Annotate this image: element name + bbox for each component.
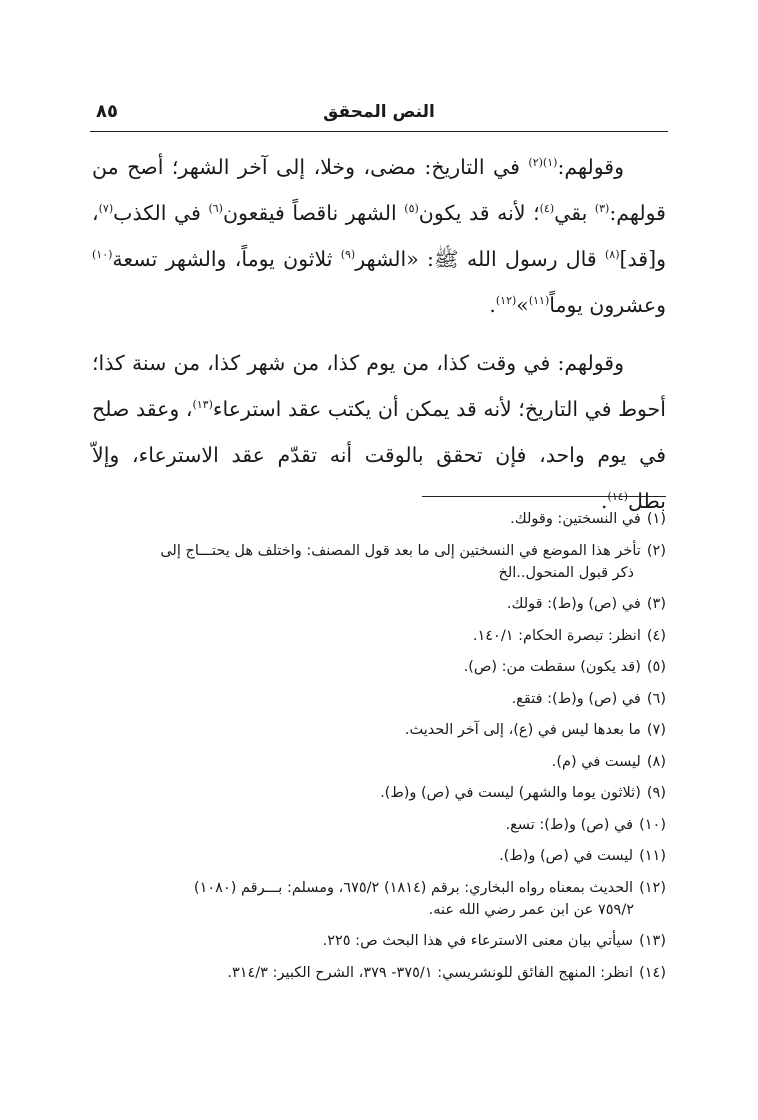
- footnote-number: (١٠): [639, 816, 666, 833]
- footnote-number: (٤): [646, 627, 666, 644]
- page-number: ٨٥: [96, 101, 118, 122]
- text-run: بقي: [554, 201, 595, 225]
- footnote: [90, 962, 666, 984]
- footnote-text: ما بعدها ليس في (ع)، إلى آخر الحديث.: [404, 722, 641, 738]
- footnote: [90, 540, 666, 584]
- footnote-number: (١١): [639, 848, 666, 864]
- footnote: [90, 688, 666, 710]
- header-rule: [90, 131, 668, 132]
- footnote-text: في (ص) و(ط): قولك.: [506, 596, 641, 612]
- footnote: [90, 508, 666, 530]
- footnote-number: (٦): [646, 690, 666, 707]
- footnote-text: (قد يكون) سقطت من: (ص).: [463, 659, 641, 675]
- footnote-text: انظر: المنهج الفائق للونشريسي: ٣٧٥/١- ٣٧٩، الشرح الكبير: ٣١٤/٣.: [227, 964, 634, 981]
- text-run: وقولهم: في وقت كذا، من يوم كذا، من شهر كذا، من سنة كذا؛ أحوط في التاريخ؛ لأنه قد يمكن أن يكتب عقد استرعاء: [92, 351, 666, 421]
- footnote: [90, 656, 666, 678]
- footnote-ref: (١١): [528, 294, 550, 308]
- text-run: .: [600, 489, 608, 513]
- footnote-continuation: ذكر قبول المنحول..الخ: [498, 564, 634, 581]
- footnotes: [90, 508, 666, 993]
- footnote-ref: (٩): [340, 248, 356, 262]
- footnote-ref: (١٣): [192, 398, 213, 412]
- text-run: الشهر ناقصاً فيقعون: [222, 201, 405, 225]
- running-title: النص المحقق: [323, 102, 435, 122]
- footnote-number: (٨): [646, 753, 666, 770]
- footnote: [90, 814, 666, 836]
- text-run: .: [489, 293, 496, 317]
- footnote-number: (٣): [646, 596, 666, 612]
- footnote-ref: (١٤): [607, 490, 628, 504]
- footnote-text: ليست في (ص) و(ط).: [499, 848, 634, 864]
- footnote-text: في (ص) و(ط): تسع.: [505, 816, 634, 833]
- footnote-ref: (٨): [605, 248, 620, 262]
- footnote-text: سيأتي بيان معنى الاسترعاء في هذا البحث ص: ٢٢٥.: [322, 933, 634, 949]
- footnote-ref: (٥): [404, 202, 419, 216]
- footnote: [90, 930, 666, 952]
- footnote: [90, 845, 666, 867]
- footnote-ref: (١)(٢): [528, 156, 558, 170]
- footnote: [90, 782, 666, 804]
- footnote: [90, 593, 666, 615]
- text-run: في الكذب: [113, 201, 209, 225]
- footnote-number: (١٣): [639, 933, 666, 949]
- paragraph-1: [92, 144, 666, 328]
- text-run: ، وعقد صلح في يوم واحد، فإن تحقق بالوقت أنه تقدّم عقد الاسترعاء، وإلاّ بطل: [92, 397, 666, 513]
- footnote-text: الحديث بمعناه رواه البخاري: برقم (١٨١٤) ٦٧٥/٢، ومسلم: بـــرقم (١٠٨٠): [193, 879, 634, 896]
- footnote: [90, 751, 666, 773]
- text-run: قال رسول الله ﷺ: «الشهر: [355, 247, 605, 271]
- footnote-text: في النسختين: وقولك.: [510, 511, 641, 527]
- footnote-ref: (١٠): [92, 248, 113, 262]
- footnote-text: انظر: تبصرة الحكام: ١٤٠/١.: [472, 627, 641, 644]
- footnote-ref: (٤): [539, 202, 555, 216]
- footnote-number: (١): [646, 511, 666, 527]
- footnote-number: (٢): [646, 542, 666, 559]
- footnote-ref: (٦): [208, 202, 223, 216]
- footnote-text: في (ص) و(ط): فتقع.: [511, 690, 641, 707]
- footnote-text: ليست في (م).: [551, 753, 641, 770]
- footnote: [90, 719, 666, 741]
- footnote-ref: (٣): [594, 202, 610, 216]
- footnote-number: (٧): [646, 722, 666, 738]
- footnote-number: (١٢): [639, 879, 666, 896]
- footnote-text: تأخر هذا الموضع في النسختين إلى ما بعد قول المصنف: واختلف هل يحتـــاج إلى: [160, 542, 641, 559]
- footnote: [90, 625, 666, 647]
- text-run: في التاريخ: مضى، وخلا، إلى آخر الشهر؛ أصح من قولهم:: [92, 155, 666, 225]
- text-run: ؛ لأنه قد يكون: [418, 201, 540, 225]
- footnote: [90, 877, 666, 921]
- text-run: وقولهم:: [557, 155, 624, 179]
- text-run: ، و[قد]: [92, 201, 666, 271]
- page-header: [90, 96, 668, 128]
- footnote-number: (١٤): [639, 964, 666, 981]
- footnote-text: (ثلاثون يوما والشهر) ليست في (ص) و(ط).: [380, 785, 641, 801]
- text-run: ثلاثون يوماً، والشهر تسعة: [112, 247, 341, 271]
- footnote-number: (٩): [646, 785, 666, 801]
- footnote-number: (٥): [646, 659, 666, 675]
- footnote-ref: (٧): [98, 202, 114, 216]
- main-text: [92, 144, 666, 536]
- footnote-ref: (١٢): [495, 294, 517, 308]
- footnote-continuation: ٧٥٩/٢ عن ابن عمر رضي الله عنه.: [428, 901, 634, 918]
- text-run: وعشرون يوماً: [549, 293, 666, 317]
- footnote-separator: [422, 496, 666, 497]
- text-run: »: [516, 293, 529, 317]
